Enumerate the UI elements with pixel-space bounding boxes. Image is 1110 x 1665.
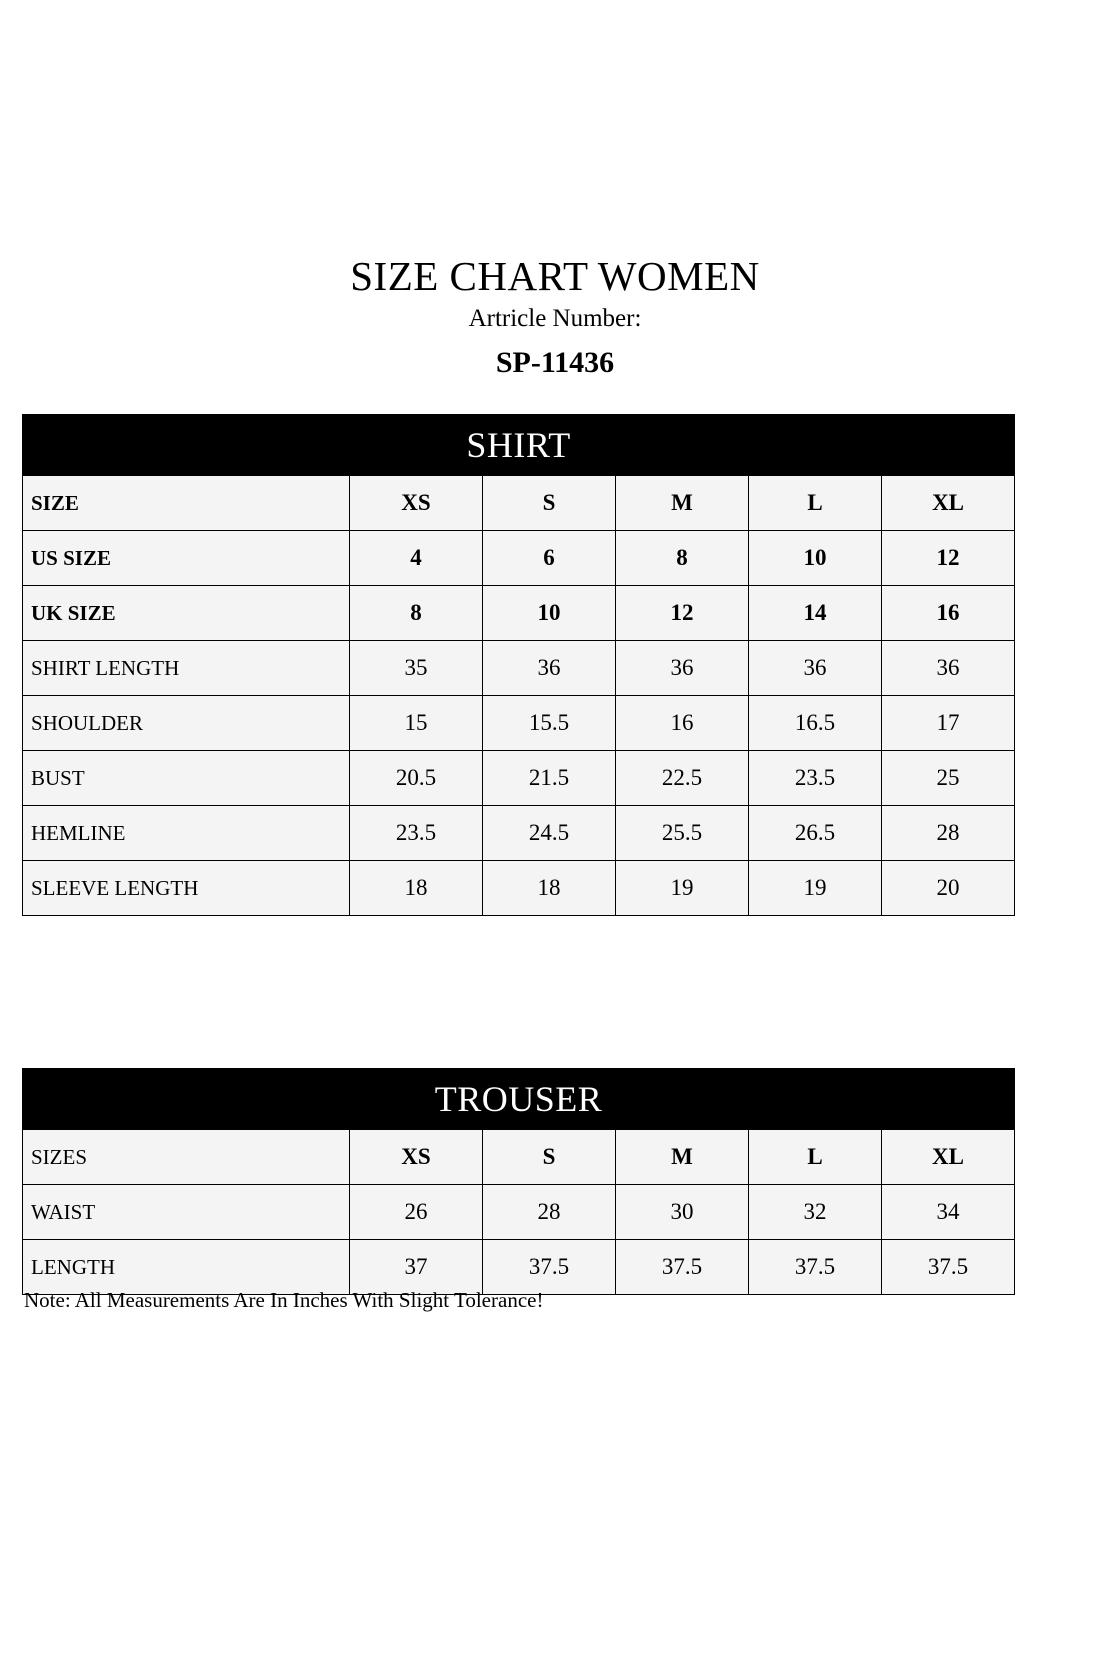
row-cell: 15.5	[483, 696, 616, 751]
row-cell: 15	[350, 696, 483, 751]
row-cell: 28	[882, 806, 1015, 861]
measurement-note: Note: All Measurements Are In Inches With Slight Tolerance!	[24, 1288, 544, 1312]
row-cell: 10	[749, 531, 882, 586]
row-label: LENGTH	[23, 1240, 350, 1295]
row-cell: 19	[749, 861, 882, 916]
trouser-col-header-xl: XL	[882, 1130, 1015, 1185]
row-cell: 32	[749, 1185, 882, 1240]
table-row	[23, 586, 1015, 641]
row-cell: 19	[616, 861, 749, 916]
row-cell: 23.5	[749, 751, 882, 806]
table-header-row	[23, 476, 1015, 531]
table-row	[23, 1185, 1015, 1240]
row-cell: 24.5	[483, 806, 616, 861]
row-label: WAIST	[23, 1185, 350, 1240]
table-row	[23, 751, 1015, 806]
shirt-col-header-xl: XL	[882, 476, 1015, 531]
row-label: HEMLINE	[23, 806, 350, 861]
table-row	[23, 641, 1015, 696]
shirt-size-table	[22, 414, 1015, 916]
table-band-row	[23, 415, 1015, 476]
shirt-col-header-l: L	[749, 476, 882, 531]
row-cell: 17	[882, 696, 1015, 751]
trouser-first-col-header: SIZES	[23, 1130, 350, 1185]
row-cell: 14	[749, 586, 882, 641]
trouser-size-table	[22, 1068, 1015, 1295]
trouser-col-header-l: L	[749, 1130, 882, 1185]
row-cell: 25.5	[616, 806, 749, 861]
row-cell: 34	[882, 1185, 1015, 1240]
article-number-label: Artricle Number:	[468, 305, 642, 332]
trouser-band-label: TROUSER	[23, 1069, 1015, 1130]
row-label: BUST	[23, 751, 350, 806]
row-label: SHIRT LENGTH	[23, 641, 350, 696]
table-row	[23, 696, 1015, 751]
shirt-col-header-s: S	[483, 476, 616, 531]
shirt-col-header-xs: XS	[350, 476, 483, 531]
shirt-first-col-header: SIZE	[23, 476, 350, 531]
table-band-row	[23, 1069, 1015, 1130]
row-cell: 10	[483, 586, 616, 641]
shirt-band-label: SHIRT	[23, 415, 1015, 476]
row-cell: 26.5	[749, 806, 882, 861]
row-cell: 16.5	[749, 696, 882, 751]
row-cell: 16	[882, 586, 1015, 641]
row-cell: 25	[882, 751, 1015, 806]
row-cell: 36	[749, 641, 882, 696]
trouser-col-header-xs: XS	[350, 1130, 483, 1185]
row-cell: 37.5	[483, 1240, 616, 1295]
table-row	[23, 1240, 1015, 1295]
table-header-row	[23, 1130, 1015, 1185]
row-label: SHOULDER	[23, 696, 350, 751]
row-label: SLEEVE LENGTH	[23, 861, 350, 916]
row-cell: 30	[616, 1185, 749, 1240]
trouser-col-header-m: M	[616, 1130, 749, 1185]
row-cell: 20.5	[350, 751, 483, 806]
row-cell: 18	[483, 861, 616, 916]
row-cell: 36	[616, 641, 749, 696]
row-cell: 28	[483, 1185, 616, 1240]
row-cell: 26	[350, 1185, 483, 1240]
row-cell: 8	[616, 531, 749, 586]
shirt-table-container	[22, 414, 1089, 916]
row-label: US SIZE	[23, 531, 350, 586]
row-cell: 18	[350, 861, 483, 916]
row-cell: 22.5	[616, 751, 749, 806]
article-number-value: SP-11436	[495, 346, 615, 379]
row-label: UK SIZE	[23, 586, 350, 641]
row-cell: 16	[616, 696, 749, 751]
page-title: SIZE CHART WOMEN	[350, 253, 760, 300]
row-cell: 20	[882, 861, 1015, 916]
trouser-table-container	[22, 1068, 1089, 1295]
row-cell: 36	[483, 641, 616, 696]
row-cell: 12	[882, 531, 1015, 586]
row-cell: 4	[350, 531, 483, 586]
row-cell: 12	[616, 586, 749, 641]
row-cell: 36	[882, 641, 1015, 696]
trouser-col-header-s: S	[483, 1130, 616, 1185]
row-cell: 37	[350, 1240, 483, 1295]
row-cell: 6	[483, 531, 616, 586]
table-row	[23, 861, 1015, 916]
row-cell: 23.5	[350, 806, 483, 861]
row-cell: 21.5	[483, 751, 616, 806]
table-row	[23, 531, 1015, 586]
table-row	[23, 806, 1015, 861]
shirt-col-header-m: M	[616, 476, 749, 531]
row-cell: 37.5	[882, 1240, 1015, 1295]
row-cell: 37.5	[749, 1240, 882, 1295]
row-cell: 37.5	[616, 1240, 749, 1295]
row-cell: 8	[350, 586, 483, 641]
row-cell: 35	[350, 641, 483, 696]
